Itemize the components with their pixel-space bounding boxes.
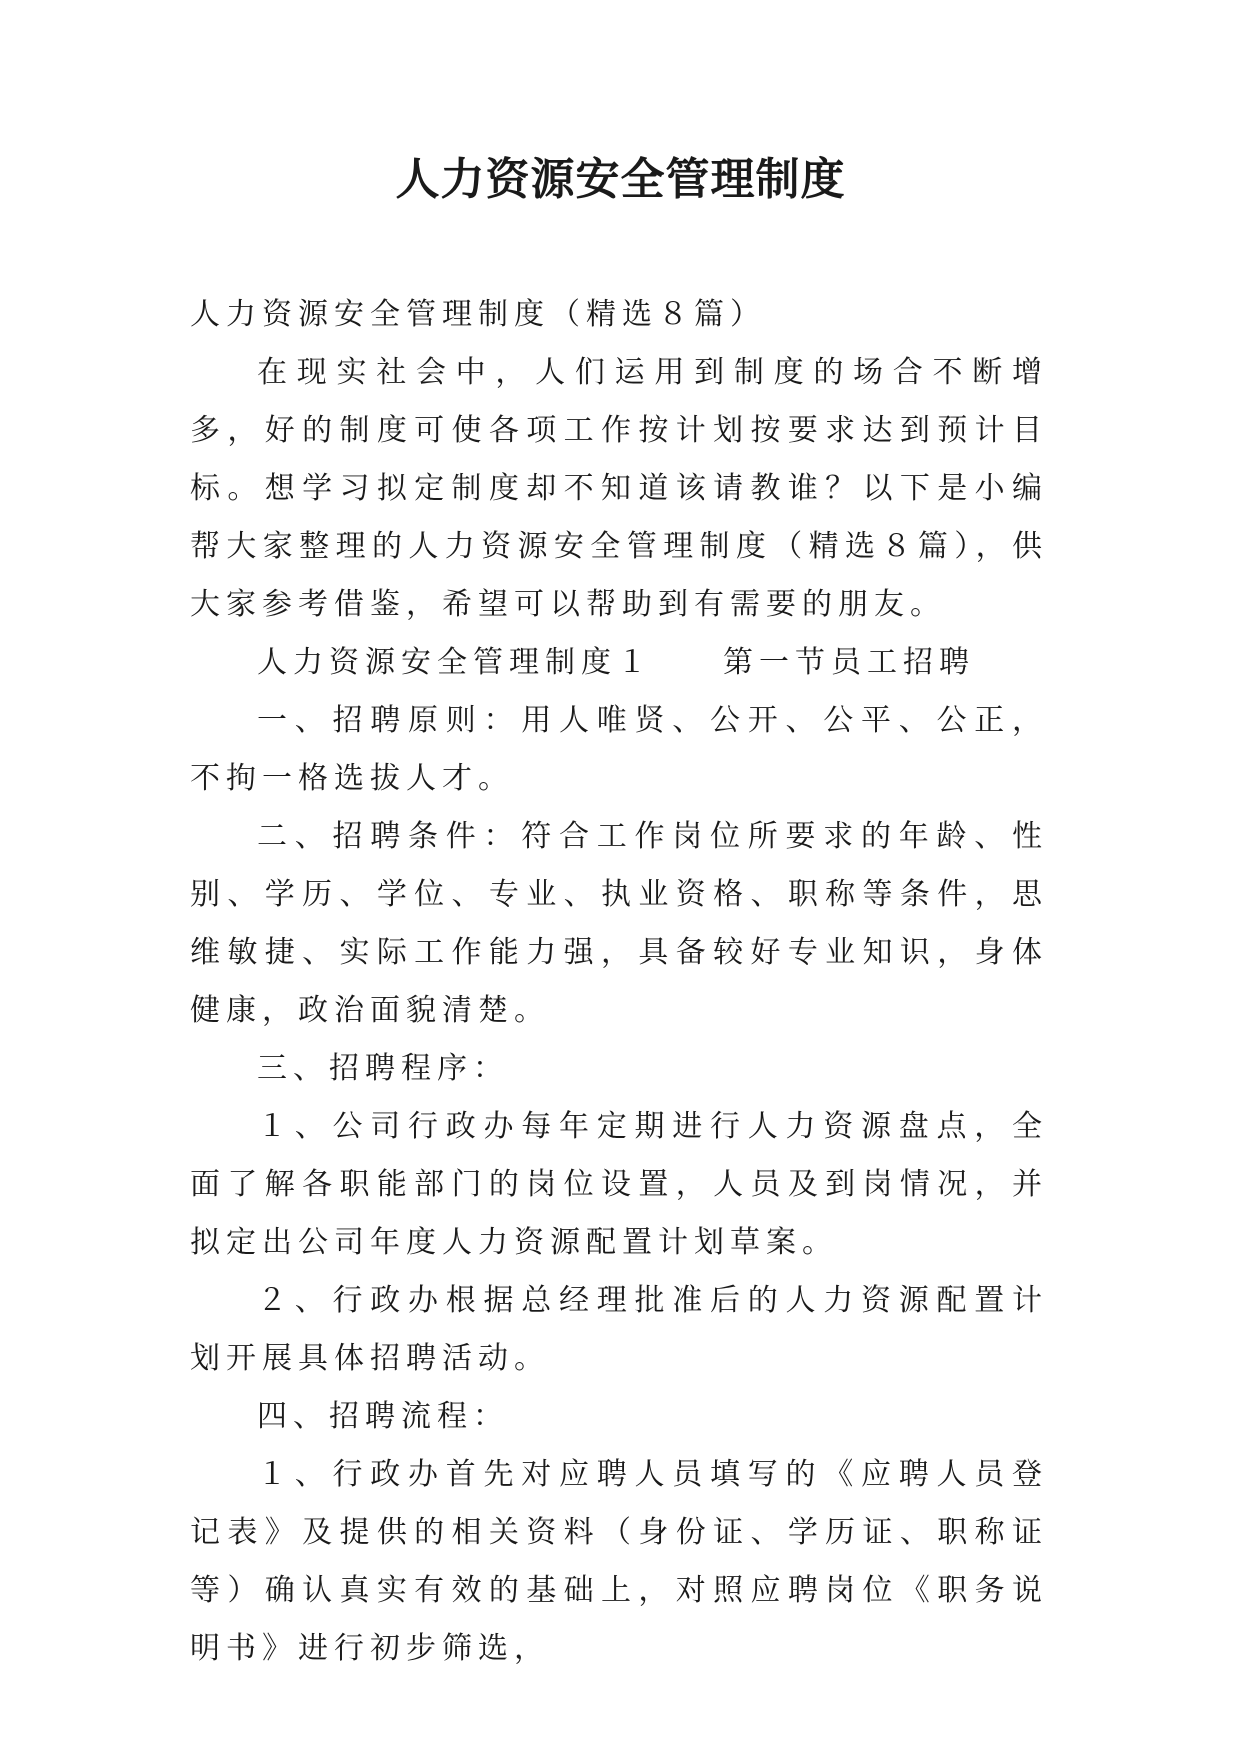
section-label: 人力资源安全管理制度１ — [257, 645, 653, 680]
paragraph-procedure-2: ２、行政办根据总经理批准后的人力资源配置计划开展具体招聘活动。 — [190, 1283, 1048, 1376]
paragraph-conditions: 二、招聘条件：符合工作岗位所要求的年龄、性别、学历、学位、专业、执业资格、职称等条件，思维敏捷、实际工作能力强，具备较好专业知识，身体健康，政治面貌清楚。 — [190, 819, 1048, 1028]
section-heading-line — [190, 634, 1048, 692]
paragraph-procedure-heading: 三、招聘程序： — [257, 1051, 509, 1086]
intro-paragraph: 在现实社会中，人们运用到制度的场合不断增多，好的制度可使各项工作按计划按要求达到预计目标。想学习拟定制度却不知道该请教谁？以下是小编帮大家整理的人力资源安全管理制度（精选８篇），供大家参考借鉴，希望可以帮助到有需要的朋友。 — [190, 355, 1048, 622]
paragraph-flow-1: １、行政办首先对应聘人员填写的《应聘人员登记表》及提供的相关资料（身份证、学历证、职称证等）确认真实有效的基础上，对照应聘岗位《职务说明书》进行初步筛选， — [190, 1457, 1048, 1666]
document-subtitle: 人力资源安全管理制度（精选８篇） — [190, 297, 766, 332]
paragraph-procedure-1: １、公司行政办每年定期进行人力资源盘点，全面了解各职能部门的岗位设置，人员及到岗情况，并拟定出公司年度人力资源配置计划草案。 — [190, 1109, 1048, 1260]
paragraph-principle: 一、招聘原则：用人唯贤、公开、公平、公正，不拘一格选拔人才。 — [190, 703, 1048, 796]
paragraph-flow-heading: 四、招聘流程： — [257, 1399, 509, 1434]
document-body — [190, 286, 1048, 1678]
document-title: 人力资源安全管理制度 — [395, 154, 846, 205]
section-heading: 第一节员工招聘 — [723, 645, 975, 680]
